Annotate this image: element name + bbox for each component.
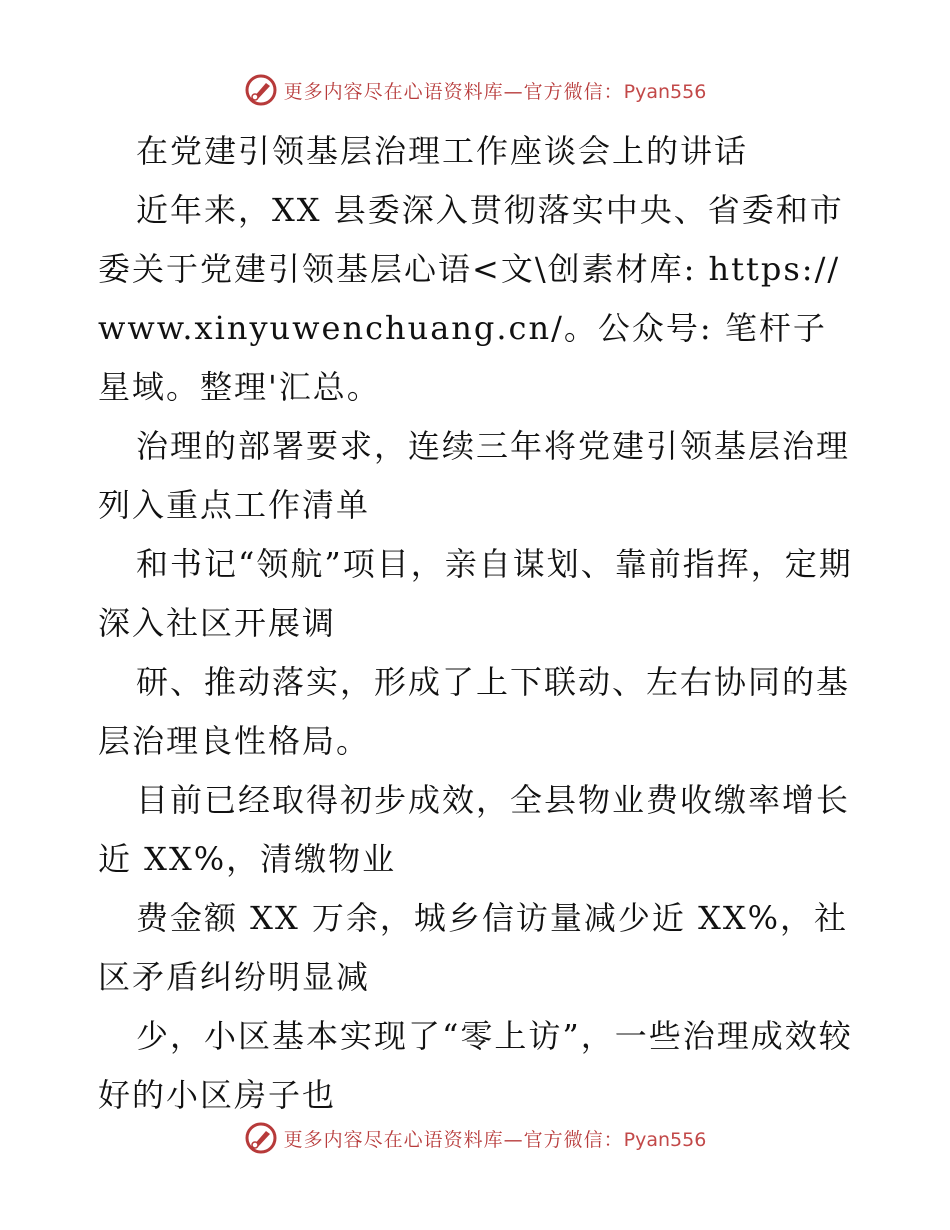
watermark-text: 更多内容尽在心语资料库—官方微信：Pyan556 [283, 80, 707, 103]
brush-pen-logo-icon [244, 1121, 278, 1155]
document-title: 在党建引领基层治理工作座谈会上的讲话 [136, 132, 749, 170]
brush-pen-logo-icon [244, 73, 278, 107]
footer-watermark-banner [0, 1118, 950, 1158]
paragraph: 治理的部署要求，连续三年将党建引领基层治理列入重点工作清单 [98, 427, 851, 524]
paragraph: 目前已经取得初步成效，全县物业费收缴率增长近 XX%，清缴物业 [98, 781, 851, 878]
paragraph: 少，小区基本实现了“零上访”，一些治理成效较好的小区房子也 [98, 1017, 853, 1114]
watermark-text: 更多内容尽在心语资料库—官方微信：Pyan556 [283, 1128, 707, 1151]
paragraph: 近年来，XX 县委深入贯彻落实中央、省委和市委关于党建引领基层心语<文\创素材库: https://www.xinyuwenchuang.cn/。公众号: 笔杆子星域。整理'汇总。 [98, 191, 844, 406]
paragraph: 研、推动落实，形成了上下联动、左右协同的基层治理良性格局。 [98, 663, 851, 760]
wechat-id: Pyan556 [623, 80, 707, 103]
header-watermark-banner [0, 70, 950, 110]
document-body [98, 122, 858, 1125]
paragraph: 费金额 XX 万余，城乡信访量减少近 XX%，社区矛盾纠纷明显减 [98, 899, 849, 996]
paragraph: 和书记“领航”项目，亲自谋划、靠前指挥，定期深入社区开展调 [98, 545, 853, 642]
wechat-id: Pyan556 [623, 1128, 707, 1151]
